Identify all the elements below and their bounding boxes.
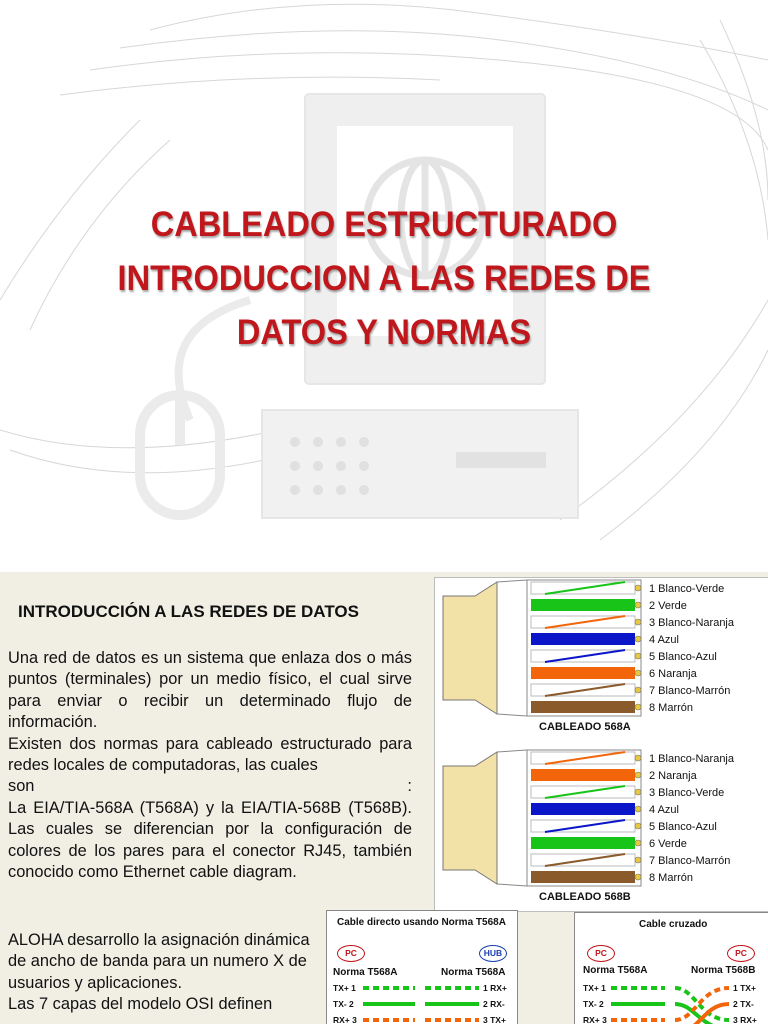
right-norm-label: Norma T568B	[691, 965, 756, 976]
cable-568b-wire-6-pin	[635, 840, 641, 846]
cable-568b-wire-1-pin	[635, 755, 641, 761]
left-pin-3: RX+ 3	[583, 1015, 607, 1024]
cable-568b-wire-6	[531, 837, 635, 849]
cable-568a-wire-5-label: 5 Blanco-Azul	[649, 651, 717, 663]
slide-title	[64, 198, 704, 360]
cable-568a-wire-8-pin	[635, 704, 641, 710]
cable-directo-panel	[326, 910, 518, 1024]
cable-568a-wire-3-pin	[635, 619, 641, 625]
cable-568b-wire-6-label: 6 Verde	[649, 838, 687, 850]
title-line-2: INTRODUCCION A LAS REDES DE	[117, 259, 651, 298]
cable-568b-wire-2-label: 2 Naranja	[649, 770, 697, 782]
cable-568a-wire-7-label: 7 Blanco-Marrón	[649, 685, 731, 697]
cable-568a-wire-8-label: 8 Marrón	[649, 702, 694, 714]
cable-568b-wire-4-label: 4 Azul	[649, 804, 679, 816]
hub-badge: HUB	[479, 945, 507, 962]
cable-cruzado-wires	[575, 913, 768, 1024]
left-norm-label: Norma T568A	[333, 967, 398, 978]
cable-cruzado-panel	[574, 912, 768, 1024]
cable-568a-wire-4-label: 4 Azul	[649, 634, 679, 646]
right-norm-label: Norma T568A	[441, 967, 506, 978]
cable-568a-wire-1-pin	[635, 585, 641, 591]
pc-badge-right: PC	[727, 945, 755, 962]
left-pin-2: TX- 2	[583, 999, 604, 1009]
cable-568a-wire-1-label: 1 Blanco-Verde	[649, 583, 725, 595]
pc-badge: PC	[337, 945, 365, 962]
cable-568a-housing-bottom	[497, 714, 527, 716]
cable-568b-wire-7-pin	[635, 857, 641, 863]
cable-cruzado-title: Cable cruzado	[639, 919, 708, 930]
cable-568b-wire-1-label: 1 Blanco-Naranja	[649, 753, 734, 765]
cable-568b-wire-4-pin	[635, 806, 641, 812]
cable-568b-wire-3-label: 3 Blanco-Verde	[649, 787, 725, 799]
paragraph-definition: Una red de datos es un sistema que enlaza dos o más puntos (terminales) por un medio físico, el cual sirve para enviar o recibir un determinado flujo de información.	[8, 649, 412, 732]
cable-568a-wire-6-label: 6 Naranja	[649, 668, 697, 680]
intro-slide	[0, 572, 768, 1024]
wiring-diagram-568	[434, 577, 768, 912]
cable-568a-wire-7-pin	[635, 687, 641, 693]
paragraph-aloha: ALOHA desarrollo la asignación dinámica de ancho de banda para un numero X de usuarios y aplicaciones.	[8, 931, 310, 992]
left-norm-label: Norma T568A	[583, 965, 648, 976]
cable-568a-wire-5-pin	[635, 653, 641, 659]
cable-568b-wire-5-label: 5 Blanco-Azul	[649, 821, 717, 833]
cable-568a-wire-4	[531, 633, 635, 645]
left-pin-2: TX- 2	[333, 999, 354, 1009]
body-text	[8, 648, 412, 883]
cable-568a-caption: CABLEADO 568A	[539, 721, 631, 733]
section-heading: INTRODUCCIÓN A LAS REDES DE DATOS	[18, 602, 359, 621]
cable-568a-wire-4-pin	[635, 636, 641, 642]
cable-568a-wire-2-pin	[635, 602, 641, 608]
right-pin-1: 1 TX+	[733, 983, 756, 993]
cable-568a-wire-2-label: 2 Verde	[649, 600, 687, 612]
cable-568b-wire-2-pin	[635, 772, 641, 778]
left-pin-3: RX+ 3	[333, 1015, 357, 1024]
cable-568a-wire-6-pin	[635, 670, 641, 676]
paragraph-osi: Las 7 capas del modelo OSI definen	[8, 995, 273, 1014]
paragraph-standards: Existen dos normas para cableado estructurado para redes locales de computadoras, las cuales	[8, 734, 412, 775]
cable-568b-wire-5-pin	[635, 823, 641, 829]
cable-568b-housing-bottom	[497, 884, 527, 886]
cable-568a-wire-8	[531, 701, 635, 713]
cable-568a-wire-3-label: 3 Blanco-Naranja	[649, 617, 734, 629]
title-line-3: DATOS Y NORMAS	[236, 313, 532, 352]
cable-568b-plug	[443, 752, 497, 884]
right-pin-3: 3 RX+	[733, 1015, 757, 1024]
right-pin-2: 2 TX-	[733, 999, 754, 1009]
right-pin-2: 2 RX-	[483, 999, 505, 1009]
cable-directo-title: Cable directo usando Norma T568A	[337, 917, 506, 928]
cable-568a-wire-2	[531, 599, 635, 611]
left-pin-1: TX+ 1	[583, 983, 606, 993]
cable-568b-wire-8-label: 8 Marrón	[649, 872, 694, 884]
cable-568b-housing-top	[497, 750, 527, 752]
cable-568b-wire-4	[531, 803, 635, 815]
right-pin-1: 1 RX+	[483, 983, 507, 993]
cable-568a-plug	[443, 582, 497, 714]
cable-568b-wire-3-pin	[635, 789, 641, 795]
cable-568a-housing-top	[497, 580, 527, 582]
cable-568b-wire-8-pin	[635, 874, 641, 880]
right-pin-3: 3 TX+	[483, 1015, 506, 1024]
wiring-diagram-svg	[435, 578, 768, 911]
aloha-text	[8, 930, 318, 1016]
paragraph-standards-end: son :	[8, 777, 412, 796]
cable-568b-wire-8	[531, 871, 635, 883]
cable-568b-caption: CABLEADO 568B	[539, 891, 631, 903]
pc-badge-left: PC	[587, 945, 615, 962]
cable-568b-wire-2	[531, 769, 635, 781]
title-line-1: CABLEADO ESTRUCTURADO	[150, 205, 618, 244]
cable-568a-wire-6	[531, 667, 635, 679]
cable-directo-wires	[327, 911, 517, 1024]
paragraph-t568: La EIA/TIA-568A (T568A) y la EIA/TIA-568B (T568B). Las cuales se diferencian por la configuración de colores de los pares para el conector RJ45, también conocido como Ethernet cable diagram.	[8, 798, 412, 882]
cable-568b-wire-7-label: 7 Blanco-Marrón	[649, 855, 731, 867]
left-pin-1: TX+ 1	[333, 983, 356, 993]
